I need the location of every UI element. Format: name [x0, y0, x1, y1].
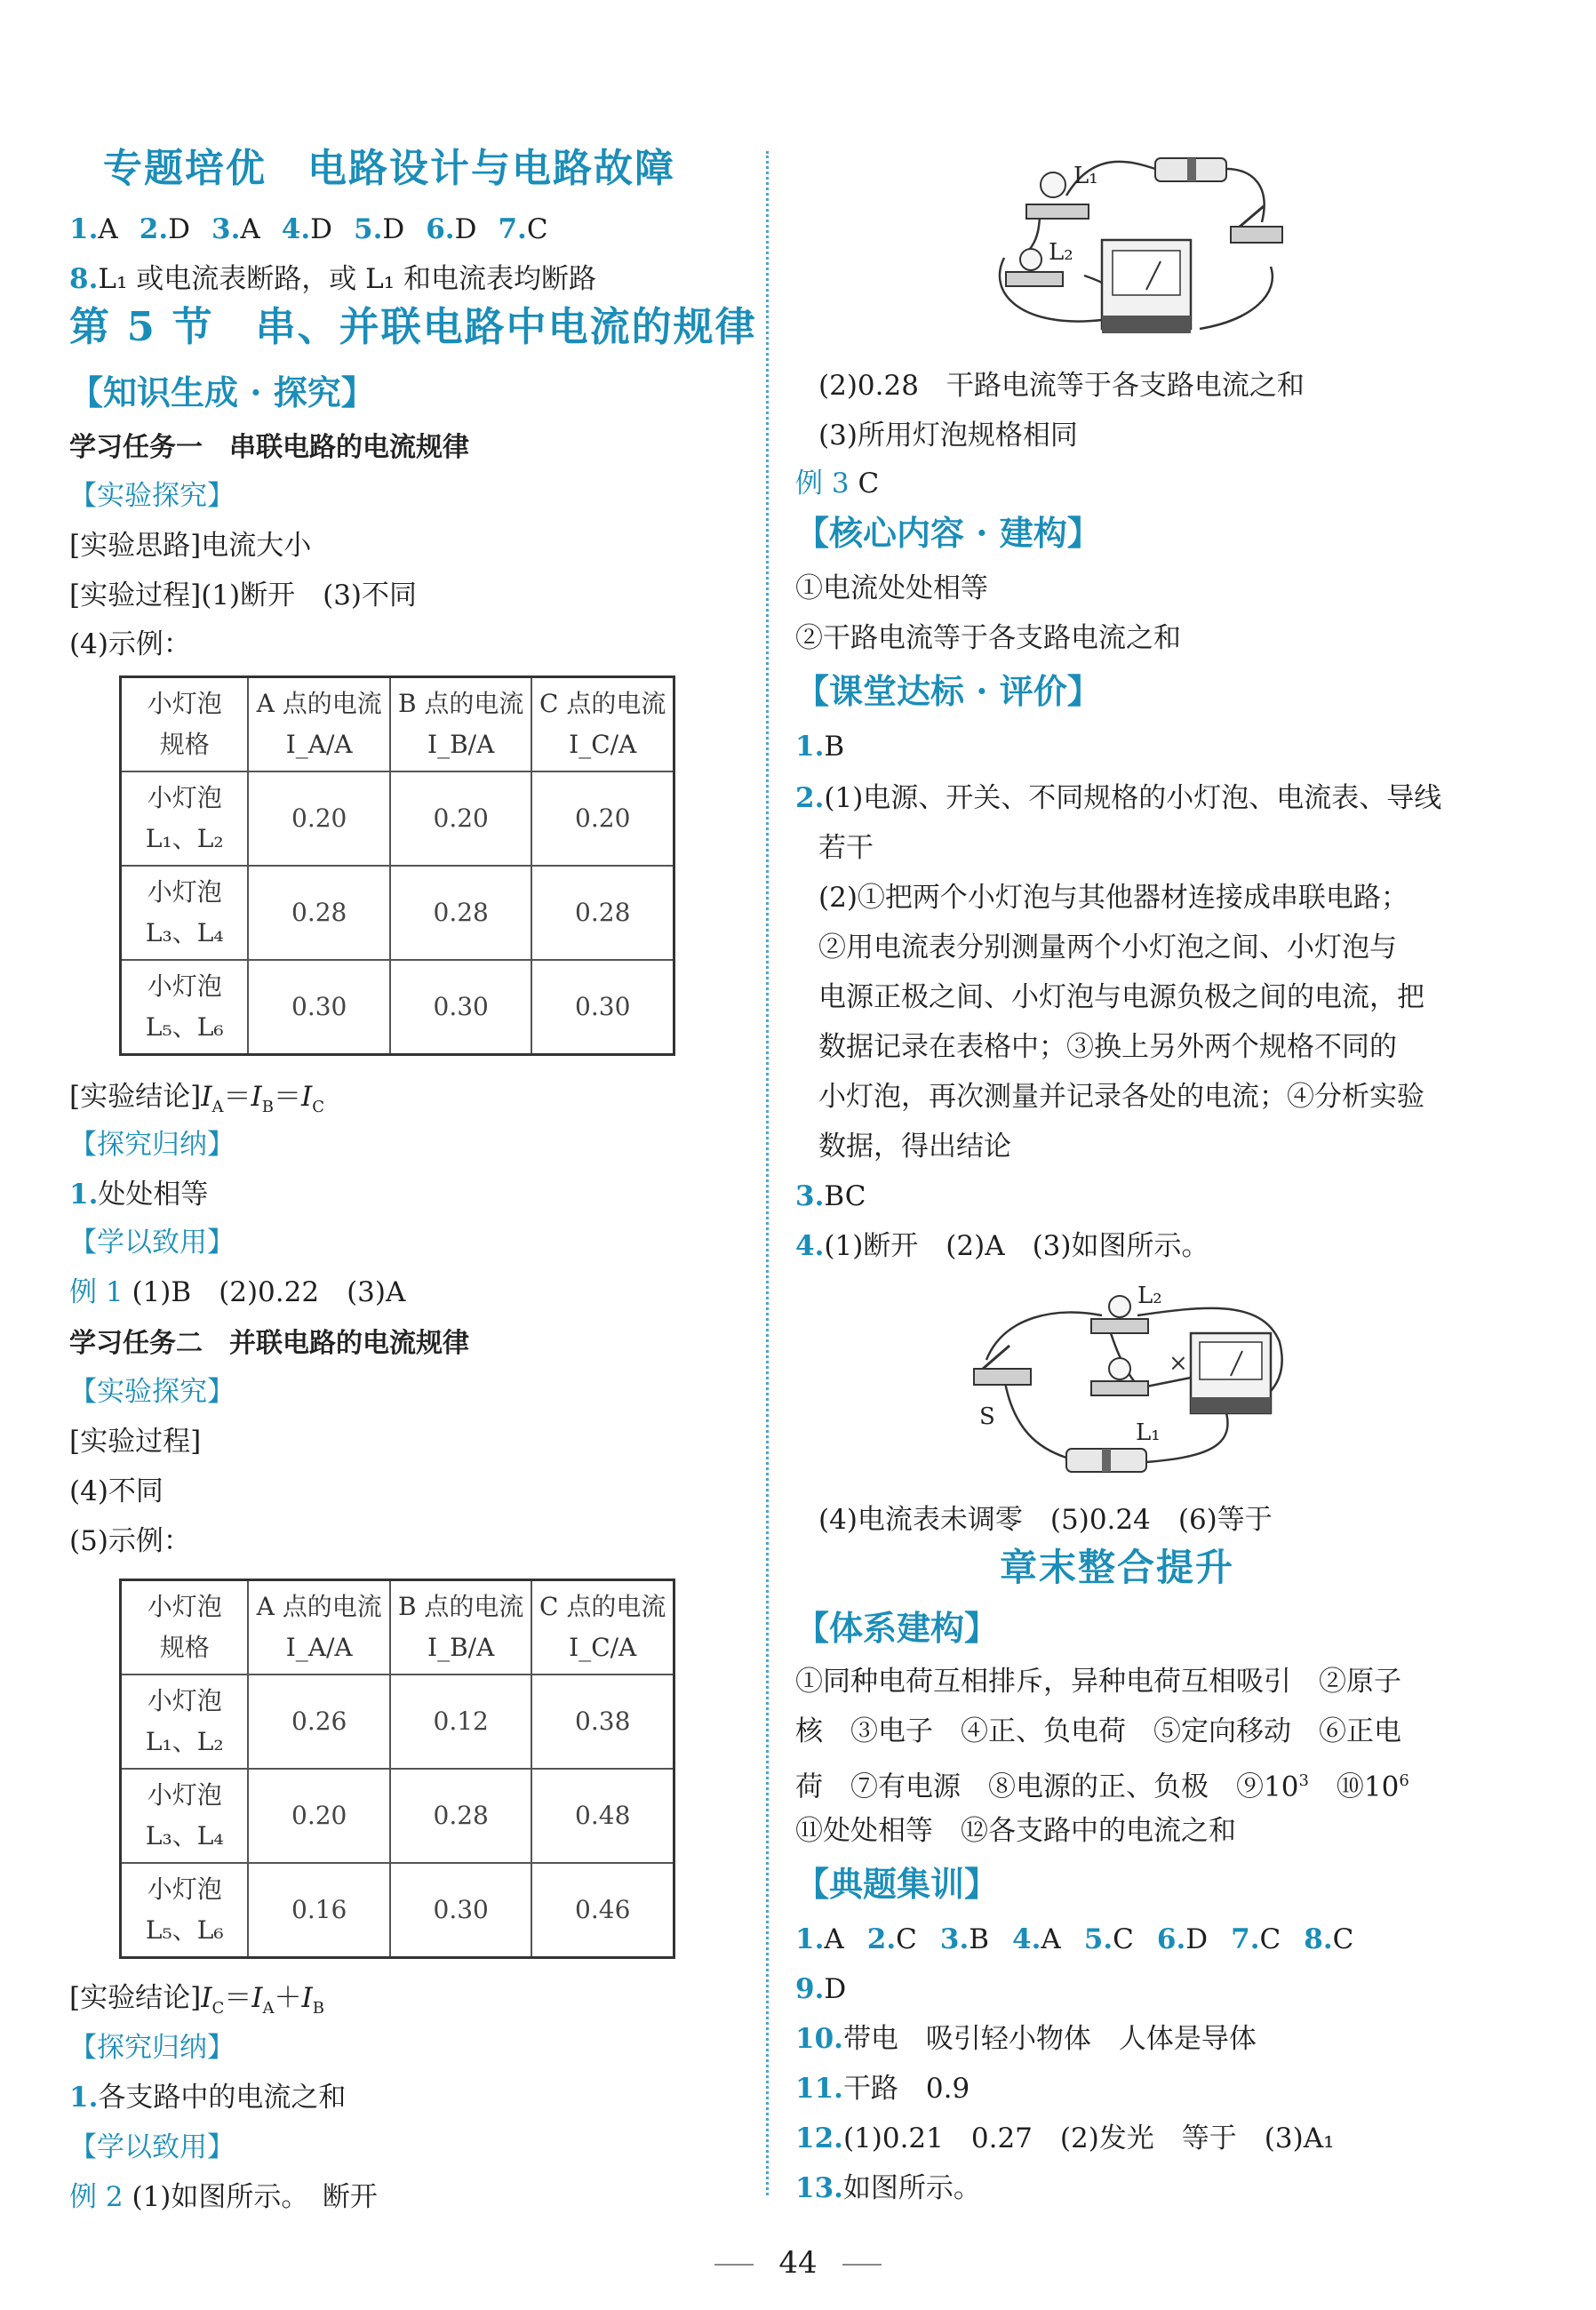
example-2: 例 2 (1)如图所示。 断开	[69, 2181, 378, 2213]
core-2: ②干路电流等于各支路电流之和	[795, 622, 1181, 654]
answer-item: 5.C	[1083, 1923, 1134, 1955]
typical-10: 10.带电 吸引轻小物体 人体是导体	[795, 2023, 1257, 2055]
typical-13: 13.如图所示。	[795, 2172, 981, 2204]
core-1: ①电流处处相等	[795, 572, 988, 604]
table-cell-value: 0.30	[531, 960, 674, 1055]
table-cell-bulb: 小灯泡 L₅、L₆	[121, 1863, 249, 1958]
heading-typical: 【典题集训】	[795, 1864, 999, 1904]
conclusion-2: [实验结论]$I_C=I_A+I_B$	[69, 1982, 324, 2018]
answer-item: 4.D	[281, 213, 332, 245]
example-1: 例 1 (1)B (2)0.22 (3)A	[69, 1276, 406, 1308]
summary-1: 1.处处相等	[69, 1179, 209, 1211]
summary-label-1: 【探究归纳】	[69, 1129, 235, 1161]
answer-item: 3.A	[211, 213, 260, 245]
table-cell-value: 0.20	[248, 771, 389, 866]
data-table-parallel	[119, 1579, 675, 1959]
answer-item: 6.D	[426, 213, 477, 245]
exp2-p4: (4)不同	[69, 1475, 164, 1507]
table-row	[121, 866, 674, 960]
system-l4: ⑪处处相等 ⑫各支路中的电流之和	[795, 1815, 1236, 1847]
fig1-label-l1: L₁	[1073, 163, 1098, 189]
answer-8: 8.L₁ 或电流表断路，或 L₁ 和电流表均断路	[69, 263, 596, 295]
fig2-label-l1: L₁	[1136, 1419, 1161, 1446]
table-row	[121, 1863, 674, 1958]
exp-label-1: 【实验探究】	[69, 480, 235, 512]
page-number: 44	[0, 2245, 1596, 2281]
chapter-title: 章末整合提升	[1000, 1546, 1235, 1589]
table-header-cell: B 点的电流 I_B/A	[390, 1580, 532, 1675]
table-row	[121, 1769, 674, 1863]
r-line2: (3)所用灯泡规格相同	[818, 420, 1078, 452]
exp-label-2: 【实验探究】	[69, 1376, 235, 1408]
answer-item: 1.A	[69, 213, 118, 245]
class-2-l4: ②用电流表分别测量两个小灯泡之间、小灯泡与	[818, 931, 1397, 963]
table-cell-value: 0.20	[248, 1769, 389, 1863]
section-title: 第 5 节 串、并联电路中电流的规律	[69, 303, 757, 350]
exp-idea: [实验思路]电流大小	[69, 530, 312, 562]
circuit-diagram-1	[986, 142, 1289, 347]
table-cell-value: 0.30	[248, 960, 389, 1055]
example-3: 例 3 C	[795, 468, 880, 500]
table-cell-value: 0.28	[531, 866, 674, 960]
class-3: 3.BC	[795, 1180, 866, 1212]
table-cell-bulb: 小灯泡 L₅、L₆	[121, 960, 249, 1055]
fig2-label-s: S	[979, 1403, 995, 1430]
exp-process: [实验过程](1)断开 (3)不同	[69, 579, 418, 611]
summary-label-2: 【探究归纳】	[69, 2032, 235, 2064]
exp2-p5: (5)示例：	[69, 1525, 191, 1557]
table-cell-value: 0.46	[531, 1863, 674, 1958]
table-header-cell: 小灯泡 规格	[121, 1580, 249, 1675]
class-2-l8: 数据，得出结论	[818, 1131, 1011, 1163]
answer-item: 7.C	[498, 213, 548, 245]
heading-class: 【课堂达标 · 评价】	[795, 671, 1101, 711]
class-2-l3: (2)①把两个小灯泡与其他器材连接成串联电路；	[818, 882, 1408, 914]
class-2-l5: 电源正极之间、小灯泡与电源负极之间的电流，把	[818, 981, 1424, 1013]
fig1-label-l2: L₂	[1049, 239, 1073, 266]
table-header-cell: B 点的电流 I_B/A	[390, 677, 532, 772]
class-1: 1.B	[795, 731, 845, 763]
answer-item: 1.A	[795, 1923, 844, 1955]
apply-label-1: 【学以致用】	[69, 1227, 235, 1259]
table-cell-bulb: 小灯泡 L₃、L₄	[121, 1769, 249, 1863]
data-table-series	[119, 675, 675, 1056]
answer-item: 7.C	[1231, 1923, 1281, 1955]
system-l3: 荷 ⑦有电源 ⑧电源的正、负极 $⑨10^3$ $⑩10^6$	[795, 1770, 1409, 1803]
table-cell-value: 0.30	[390, 1863, 532, 1958]
table-row	[121, 771, 674, 866]
table-cell-value: 0.20	[390, 771, 532, 866]
heading-knowledge: 【知识生成 · 探究】	[69, 372, 375, 412]
table-header-cell: C 点的电流 I_C/A	[531, 677, 674, 772]
table-cell-bulb: 小灯泡 L₁、L₂	[121, 1675, 249, 1769]
column-divider	[766, 151, 769, 2195]
class-2-l2: 若干	[818, 832, 874, 864]
table-cell-value: 0.12	[390, 1675, 532, 1769]
table-cell-value: 0.20	[531, 771, 674, 866]
table-cell-value: 0.30	[390, 960, 532, 1055]
answer-item: 2.D	[139, 213, 190, 245]
class-2: 2.(1)电源、开关、不同规格的小灯泡、电流表、导线	[795, 782, 1442, 814]
table-cell-value: 0.28	[390, 866, 532, 960]
table-cell-value: 0.48	[531, 1769, 674, 1863]
answer-item: 4.A	[1012, 1923, 1061, 1955]
class-2-l7: 小灯泡，再次测量并记录各处的电流；④分析实验	[818, 1081, 1424, 1113]
exp2-process: [实验过程]	[69, 1426, 202, 1458]
table-header-cell: C 点的电流 I_C/A	[531, 1580, 674, 1675]
conclusion-1: [实验结论]$I_A=I_B=I_C$	[69, 1081, 324, 1117]
summary-2: 1.各支路中的电流之和	[69, 2082, 347, 2114]
task-2: 学习任务二 并联电路的电流规律	[69, 1328, 469, 1359]
class-2-l6: 数据记录在表格中；③换上另外两个规格不同的	[818, 1031, 1397, 1063]
table-cell-value: 0.28	[248, 866, 389, 960]
topic-title: 专题培优 电路设计与电路故障	[103, 146, 675, 191]
answer-item: 6.D	[1156, 1923, 1209, 1955]
heading-core: 【核心内容 · 建构】	[795, 513, 1101, 553]
table-cell-bulb: 小灯泡 L₁、L₂	[121, 771, 249, 866]
table-cell-value: 0.38	[531, 1675, 674, 1769]
fig2-label-l2: L₂	[1137, 1283, 1162, 1309]
typical-9: 9.D	[795, 1973, 847, 2005]
typical-11: 11.干路 0.9	[795, 2073, 970, 2105]
system-l1: ①同种电荷互相排斥，异种电荷互相吸引 ②原子	[795, 1666, 1401, 1698]
table-header-cell: A 点的电流 I_A/A	[248, 1580, 389, 1675]
table-header-cell: 小灯泡 规格	[121, 677, 249, 772]
table-header-cell: A 点的电流 I_A/A	[248, 677, 389, 772]
table-row	[121, 1675, 674, 1769]
table-cell-value: 0.26	[248, 1675, 389, 1769]
heading-system: 【体系建构】	[795, 1608, 999, 1648]
r-line1: (2)0.28 干路电流等于各支路电流之和	[818, 370, 1305, 402]
typical-row	[795, 1920, 1377, 1959]
svg-text:×: ×	[1169, 1350, 1188, 1377]
class-4: 4.(1)断开 (2)A (3)如图所示。	[795, 1230, 1209, 1262]
task-1: 学习任务一 串联电路的电流规律	[69, 432, 469, 463]
typical-12: 12.(1)0.21 0.27 (2)发光 等于 (3)A₁	[795, 2122, 1335, 2154]
example-4: (4)示例：	[69, 628, 191, 660]
answer-item: 8.C	[1304, 1923, 1354, 1955]
table-cell-value: 0.28	[390, 1769, 532, 1863]
table-row	[121, 960, 674, 1055]
apply-label-2: 【学以致用】	[69, 2131, 235, 2163]
answer-item: 2.C	[866, 1923, 917, 1955]
answer-item: 3.B	[939, 1923, 990, 1955]
table-cell-value: 0.16	[248, 1863, 389, 1958]
answer-row-1	[69, 210, 570, 249]
answer-item: 5.D	[354, 213, 405, 245]
system-l2: 核 ③电子 ④正、负电荷 ⑤定向移动 ⑥正电	[795, 1715, 1401, 1747]
class-4-more: (4)电流表未调零 (5)0.24 (6)等于	[818, 1504, 1273, 1536]
table-cell-bulb: 小灯泡 L₃、L₄	[121, 866, 249, 960]
circuit-diagram-2	[969, 1280, 1289, 1484]
